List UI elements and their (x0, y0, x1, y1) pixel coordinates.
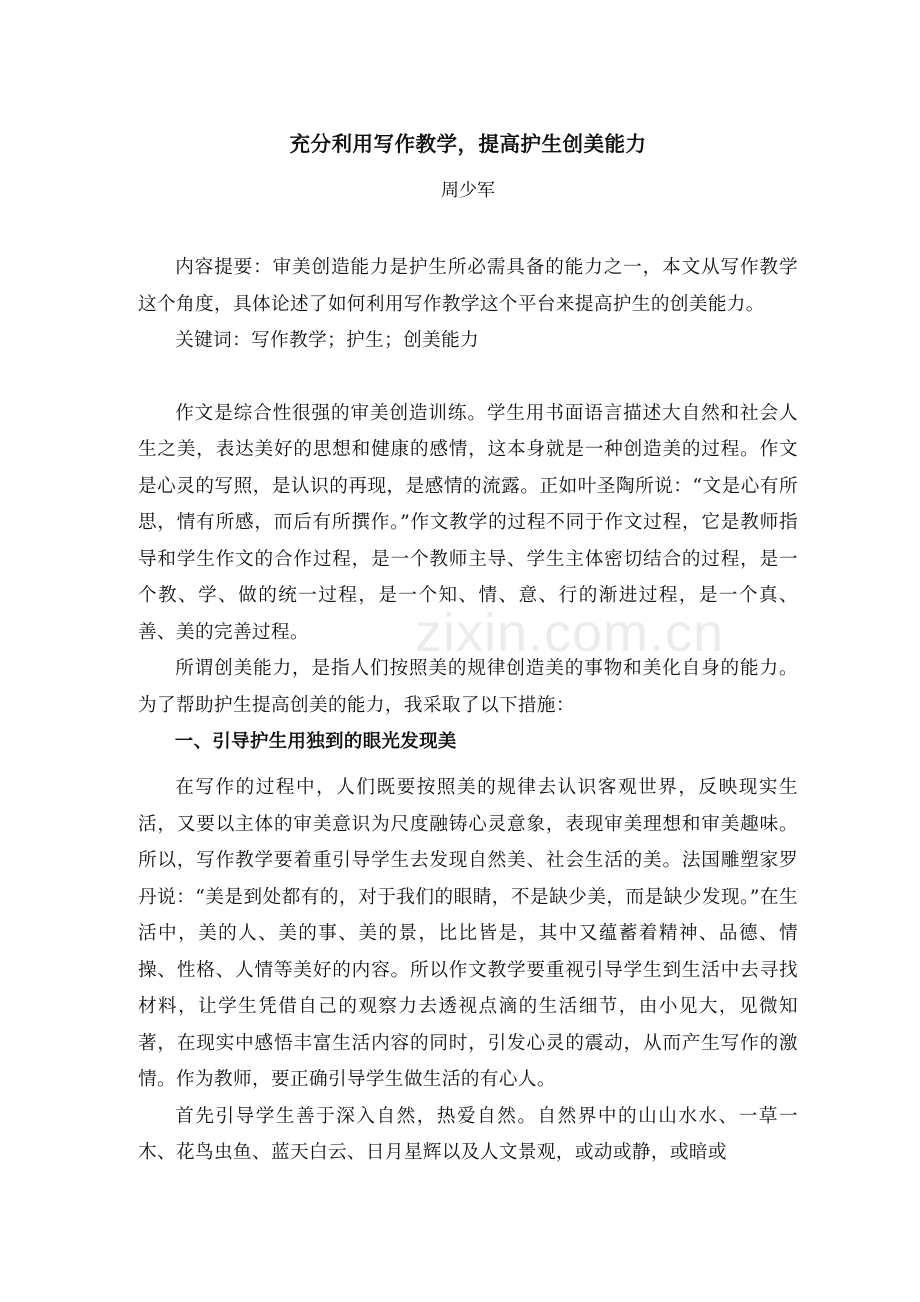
keywords: 关键词：写作教学；护生；创美能力 (175, 330, 480, 351)
body-paragraph: 在写作的过程中，人们既要按照美的规律去认识客观世界，反映现实生活，又要以主体的审美意识为尺度融铸心灵意象，表现审美理想和审美趣味。所以，写作教学要着重引导学生去发现自然美、社会生活的美。法国雕塑家罗丹说：“美是到处都有的，对于我们的眼睛，不是缺少美，而是缺少发现。”在生活中，美的人、美的事、美的景，比比皆是，其中又蕴蓄着精神、品德、情操、性格、人情等美好的内容。所以作文教学要重视引导学生到生活中去寻找材料，让学生凭借自己的观察力去透视点滴的生活细节，由小见大，见微知著，在现实中感悟丰富生活内容的同时，引发心灵的震动，从而产生写作的激情。作为教师，要正确引导学生做生活的有心人。 (138, 777, 798, 1090)
author-name: 周少军 (441, 180, 495, 201)
body-paragraph: 所谓创美能力，是指人们按照美的规律创造美的事物和美化自身的能力。为了帮助护生提高创美的能力，我采取了以下措施： (138, 658, 798, 716)
body-paragraph: 首先引导学生善于深入自然，热爱自然。自然界中的山山水水、一草一木、花鸟虫鱼、蓝天白云、日月星辉以及人文景观，或动或静，或暗或 (138, 1105, 798, 1163)
watermark: zixin.com.cn (415, 603, 725, 663)
document-title: 充分利用写作教学，提高护生创美能力 (289, 132, 647, 156)
section-gap (138, 360, 798, 396)
section-heading: 一、引导护生用独到的眼光发现美 (174, 731, 457, 752)
body-paragraph: 作文是综合性很强的审美创造训练。学生用书面语言描述大自然和社会人生之美，表达美好的思想和健康的感情，这本身就是一种创造美的过程。作文是心灵的写照，是认识的再现，是感情的流露。正如叶圣陶所说：“文是心有所思，情有所感，而后有所撰作。”作文教学的过程不同于作文过程，它是教师指导和学生作文的合作过程，是一个教师主导、学生主体密切结合的过程，是一个教、学、做的统一过程，是一个知、情、意、行的渐进过程，是一个真、善、美的完善过程。 (138, 402, 798, 643)
abstract: 内容提要：审美创造能力是护生所必需具备的能力之一，本文从写作教学这个角度，具体论述了如何利用写作教学这个平台来提高护生的创美能力。 (138, 257, 798, 315)
document-page (138, 128, 798, 1172)
